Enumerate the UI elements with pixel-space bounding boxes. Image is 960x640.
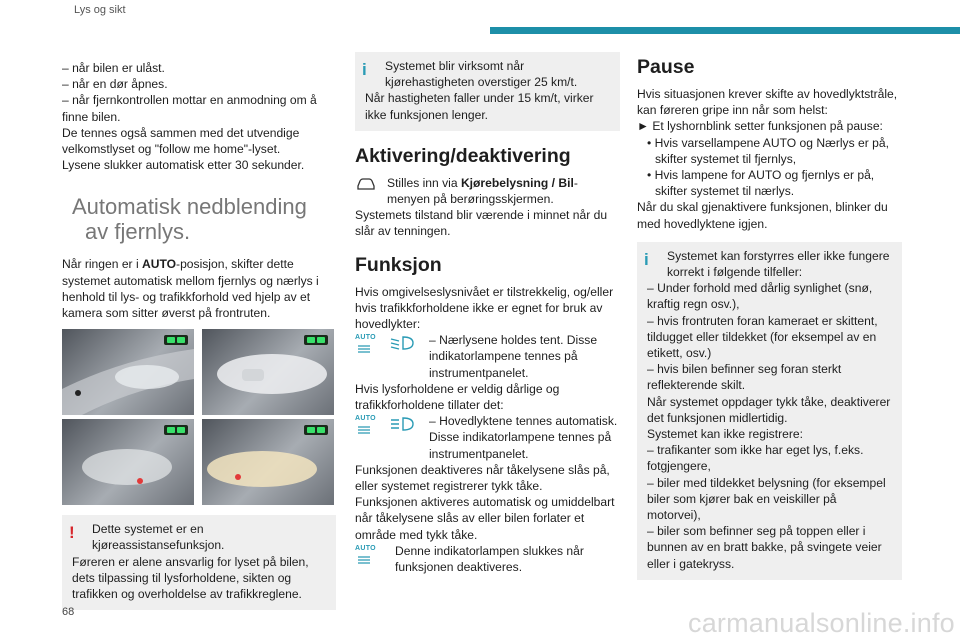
car-icon xyxy=(355,175,387,195)
pause-bullet: • Hvis varsellampene AUTO og Nærlys er på, skifter systemet til fjernlys, xyxy=(647,135,889,166)
function-conditions: Hvis lysforholdene er veldig dårlige og trafikkforholdene tillater det: xyxy=(355,381,560,413)
heading-pause: Pause xyxy=(637,56,695,78)
heading-activation: Aktivering/deaktivering xyxy=(355,144,571,167)
pause-bullet: • Hvis lampene for AUTO og fjernlys er på, skifter systemet til nærlys. xyxy=(647,168,875,199)
info-icon: i xyxy=(644,249,649,269)
info-line: – biler som befinner seg på toppen eller i bunnen av en bratt bakke, på svingete veier eller i gatekryss. xyxy=(647,524,882,571)
column-2 xyxy=(355,52,620,575)
heading-function: Funksjon xyxy=(355,253,442,276)
column-1 xyxy=(62,60,336,610)
dipped-beam-icon xyxy=(389,334,415,354)
pause-step: ► Et lyshornblink setter funksjonen på pause: xyxy=(637,119,883,134)
function-reactivation: Funksjonen aktiveres automatisk og umiddelbart når tåkelysene slås av eller bilen forlater et område med tykk tåke. xyxy=(355,495,615,542)
illustration-road-image xyxy=(202,419,334,505)
indicator-off-text: Denne indikatorlampen slukkes når funksjonen deaktiveres. xyxy=(395,543,584,575)
dipped-text: – Nærlysene holdes tent. Disse indikatorlampene tennes på instrumentpanelet. xyxy=(429,333,598,380)
column-3 xyxy=(637,52,902,580)
info-line: Systemet kan forstyrres eller ikke fungere korrekt i følgende tilfeller: xyxy=(667,248,890,280)
intro-line: Lysene slukker automatisk etter 30 sekunder. xyxy=(62,158,305,173)
auto-indicator-icon: AUTO xyxy=(355,334,381,354)
function-intro: Hvis omgivelseslysnivået er tilstrekkelig, og/eller hvis trafikkforholdene ikke er egnet for bruk av hovedlykter: xyxy=(355,284,614,332)
activation-row xyxy=(355,175,620,207)
info-line: – hvis bilen befinner seg foran sterkt reflekterende skilt. xyxy=(647,362,842,393)
activation-text: Stilles inn via Kjørebelysning / Bil-menyen på berøringsskjermen. xyxy=(387,175,578,207)
intro-line: – når fjernkontrollen mottar en anmodning om å finne bilen. xyxy=(62,93,317,124)
header-accent-bar xyxy=(490,27,960,34)
main-beam-icon xyxy=(389,415,415,435)
main-beam-text: – Hovedlyktene tennes automatisk. Disse indikatorlampene tennes på instrumentpanelet. xyxy=(429,414,618,461)
main-beam-indicator-row xyxy=(355,413,620,462)
page-number: 68 xyxy=(62,606,75,618)
illustration-road-image xyxy=(62,329,194,415)
watermark: carmanualsonline.info xyxy=(688,608,955,638)
info-line: – trafikanter som ikke har eget lys, f.eks. fotgjengere, xyxy=(647,443,864,474)
warning-box xyxy=(62,515,336,610)
auto-description: Når ringen er i AUTO-posisjon, skifter dette systemet automatisk mellom fjernlys og nærlys i henhold til lys- og trafikkforhold ved hjelp av et kamera som sitter øverst på frontruten. xyxy=(62,257,319,321)
intro-line: – når en dør åpnes. xyxy=(62,77,168,92)
illustration-grid xyxy=(62,329,334,505)
indicator-off-row xyxy=(355,543,620,575)
dipped-indicator-row xyxy=(355,332,620,381)
illustration-road-image xyxy=(202,329,334,415)
auto-indicator-icon xyxy=(304,425,328,435)
auto-indicator-icon xyxy=(164,425,188,435)
info-line: Når hastigheten faller under 15 km/t, virker ikke funksjonen lenger. xyxy=(365,91,594,122)
illustration-road-image xyxy=(62,419,194,505)
info-icon: i xyxy=(362,60,367,79)
pause-reactivate: Når du skal gjenaktivere funksjonen, blinker du med hovedlyktene igjen. xyxy=(637,200,888,231)
auto-indicator-icon: AUTO xyxy=(355,415,381,435)
info-box xyxy=(355,52,620,131)
info-line: – hvis frontruten foran kameraet er skittent, tildugget eller tildekket (for eksempel av en etikett, osv.) xyxy=(647,313,878,361)
warning-line: Dette systemet er en kjøreassistansefunksjon. xyxy=(92,522,225,553)
info-line: – biler med tildekket belysning (for eksempel biler som kjører bak en veiskiller på motorvei), xyxy=(647,475,886,523)
pause-intro: Hvis situasjonen krever skifte av hovedlyktstråle, kan føreren gripe inn når som helst: xyxy=(637,87,898,118)
warning-line: Føreren er alene ansvarlig for lyset på bilen, dets tilpassing til lysforholdene, sikten og trafikken og overholdelse av trafikkreglene. xyxy=(72,554,309,602)
info-line: Systemet blir virksomt når kjørehastigheten overstiger 25 km/t. xyxy=(385,59,578,90)
intro-line: De tennes også sammen med det utvendige velkomstlyset og "follow me home"-lyset. xyxy=(62,125,300,157)
auto-indicator-icon: AUTO xyxy=(355,545,381,565)
info-line: – Under forhold med dårlig synlighet (snø, kraftig regn osv.), xyxy=(647,281,873,312)
auto-indicator-icon xyxy=(304,335,328,345)
activation-memory: Systemets tilstand blir værende i minnet når du slår av tenningen. xyxy=(355,208,608,239)
info-box xyxy=(637,242,902,580)
function-deactivation: Funksjonen deaktiveres når tåkelysene slås på, eller systemet registrerer tykk tåke. xyxy=(355,462,610,494)
intro-line: – når bilen er ulåst. xyxy=(62,61,165,75)
auto-indicator-icon xyxy=(164,335,188,345)
info-line: Systemet kan ikke registrere: xyxy=(647,427,803,442)
section-heading-auto-dipping: Automatisk nedblending av fjernlys. xyxy=(72,194,307,245)
section-title: Lys og sikt xyxy=(74,4,126,16)
warning-icon: ! xyxy=(69,523,75,543)
info-line: Når systemet oppdager tykk tåke, deaktiverer det funksjonen midlertidig. xyxy=(647,394,891,425)
